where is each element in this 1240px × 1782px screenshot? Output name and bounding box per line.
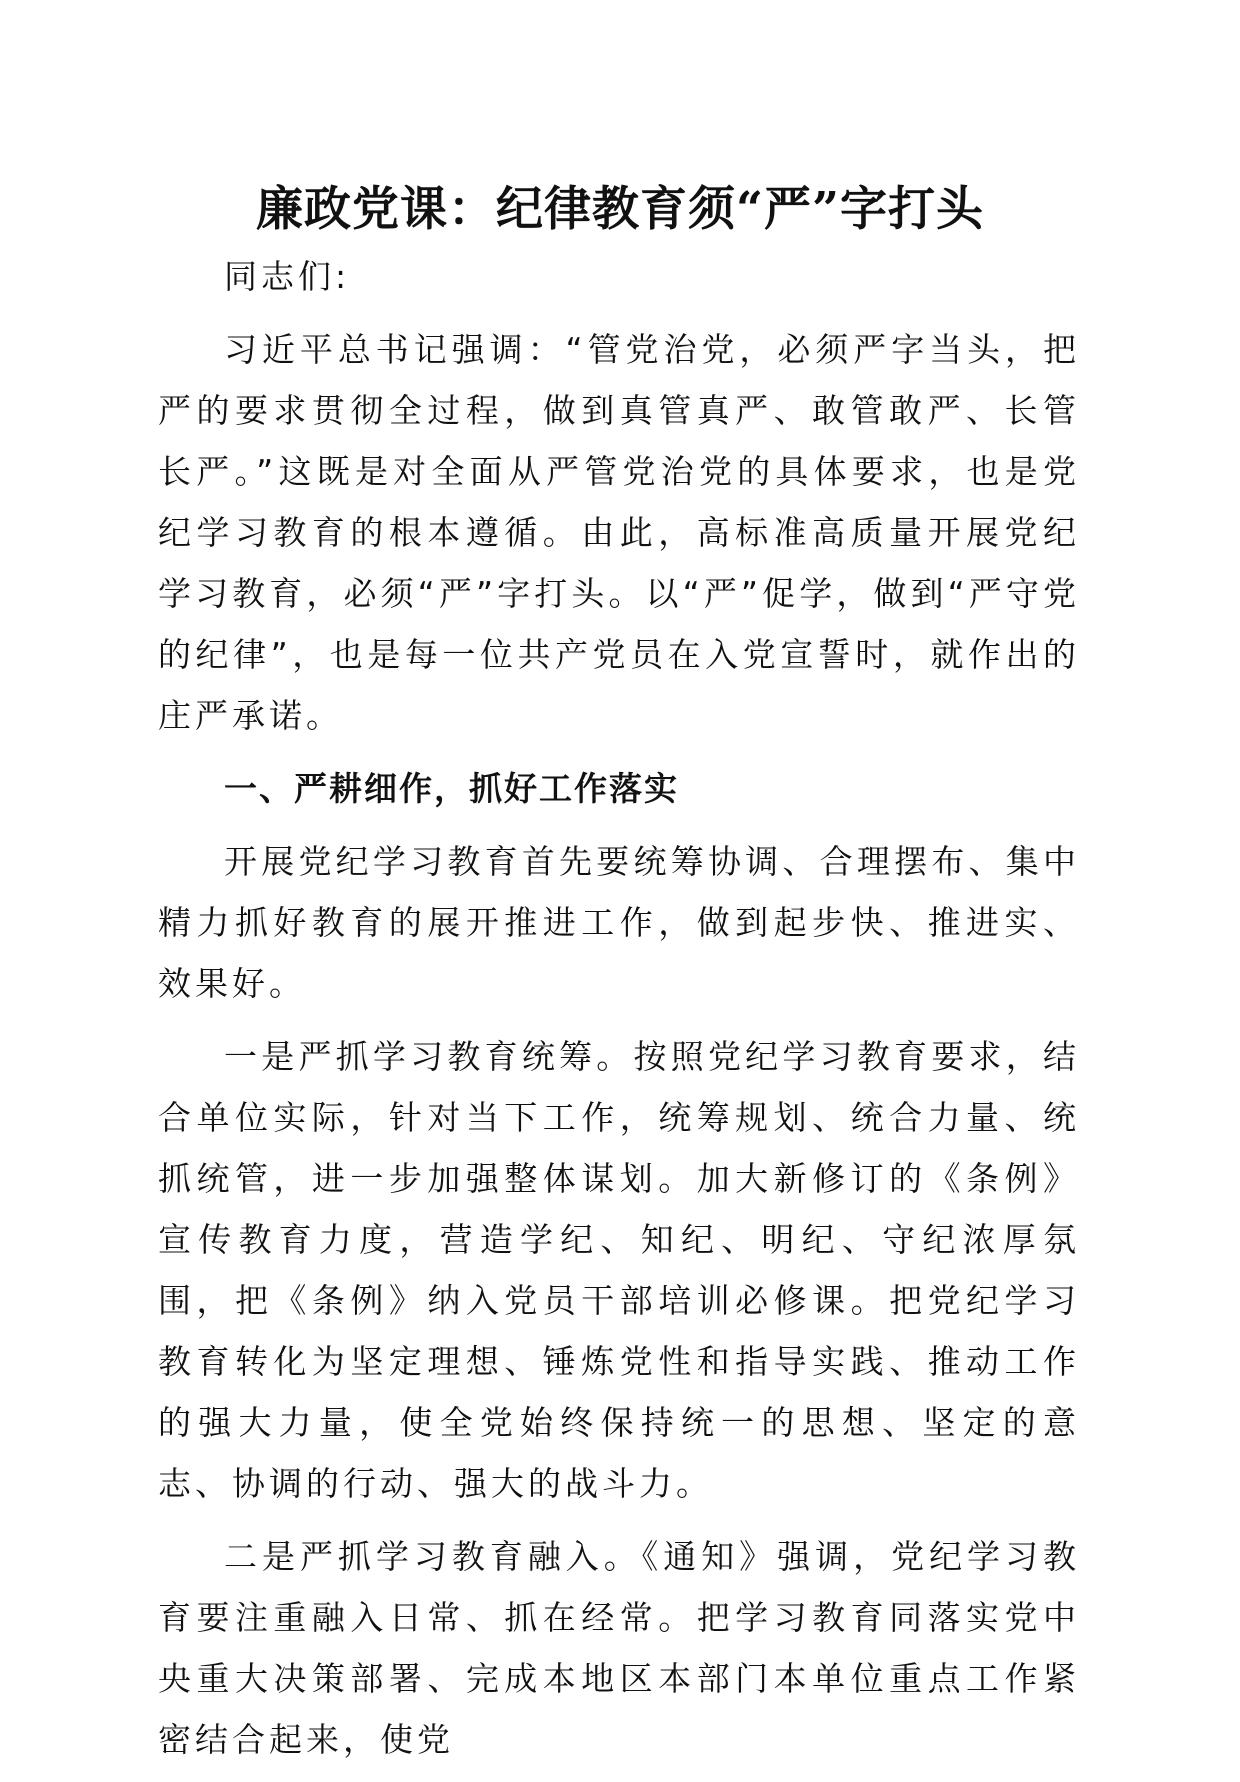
paragraph-point-1: 一是严抓学习教育统筹。按照党纪学习教育要求，结合单位实际，针对当下工作，统筹规划、统合力量、统抓统管，进一步加强整体谋划。加大新修订的《条例》宣传教育力度，营造学纪、知纪、明纪、守纪浓厚氛围，把《条例》纳入党员干部培训必修课。把党纪学习教育转化为坚定理想、锤炼党性和指导实践、推动工作的强大力量，使全党始终保持统一的思想、坚定的意志、协调的行动、强大的战斗力。 xyxy=(158,1037,1080,1503)
document-body xyxy=(158,246,1080,1782)
paragraph-section-1-intro: 开展党纪学习教育首先要统筹协调、合理摆布、集中精力抓好教育的展开推进工作，做到起步快、推进实、效果好。 xyxy=(158,842,1080,1003)
paragraph-point-2: 二是严抓学习教育融入。《通知》强调，党纪学习教育要注重融入日常、抓在经常。把学习教育同落实党中央重大决策部署、完成本地区本部门本单位重点工作紧密结合起来，使党 xyxy=(158,1537,1080,1759)
paragraph-intro: 习近平总书记强调：“管党治党，必须严字当头，把严的要求贯彻全过程，做到真管真严、敢管敢严、长管长严。”这既是对全面从严管党治党的具体要求，也是党纪学习教育的根本遵循。由此，高标准高质量开展党纪学习教育，必须“严”字打头。以“严”促学，做到“严守党的纪律”，也是每一位共产党员在入党宣誓时，就作出的庄严承诺。 xyxy=(158,330,1080,735)
section-heading-1: 一、严耕细作，抓好工作落实 xyxy=(224,769,679,808)
document-title: 廉政党课：纪律教育须“严”字打头 xyxy=(255,182,985,237)
greeting: 同志们: xyxy=(224,257,351,296)
